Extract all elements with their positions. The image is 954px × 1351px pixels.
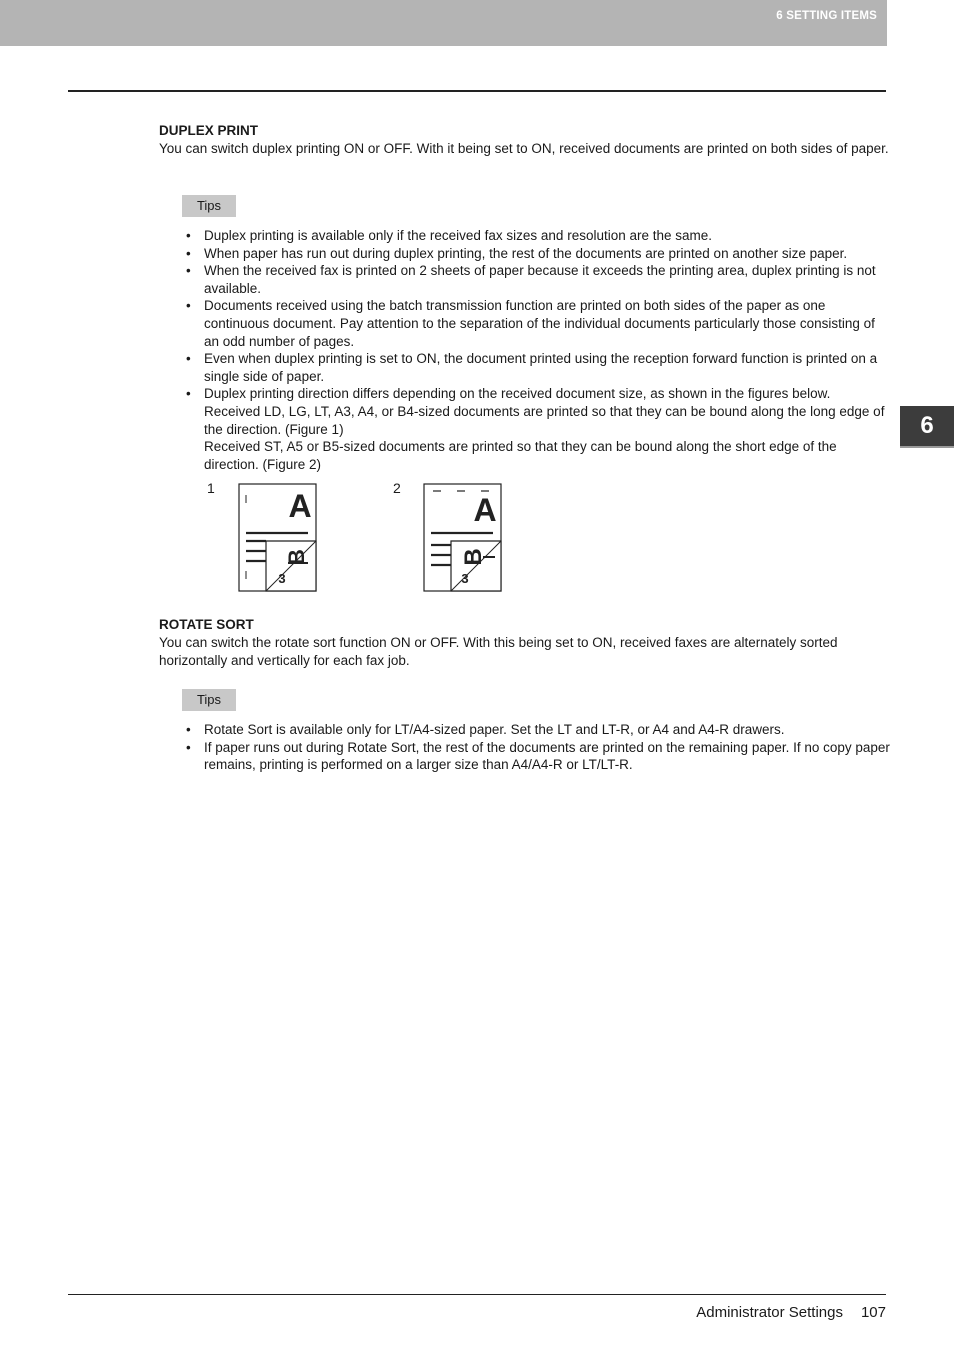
- duplex-section: [159, 122, 889, 158]
- figure-1-number: 1: [207, 480, 215, 496]
- rotate-sort-description: You can switch the rotate sort function ON or OFF. With this being set to ON, received faxes are alternately sorted horizontally and vertically for each fax job.: [159, 635, 838, 668]
- duplex-tips-list: [183, 227, 891, 473]
- list-item: • Rotate Sort is available only for LT/A4-sized paper. Set the LT and LT-R, or A4 and A4-R drawers.: [186, 722, 785, 737]
- figure-1-long-edge-diagram: [238, 483, 318, 593]
- figure-2-short-edge-diagram: [423, 483, 503, 593]
- figure-1-page-letter: A: [288, 488, 312, 524]
- list-item: • When the received fax is printed on 2 sheets of paper because it exceeds the printing area, duplex printing is not available.: [186, 263, 876, 296]
- list-item: • Even when duplex printing is set to ON, the document printed using the reception forward function is printed on a single side of paper.: [186, 351, 878, 384]
- list-item: • Duplex printing direction differs depending on the received document size, as shown in the figures below. Received LD, LG, LT, A3, A4, or B4-sized documents are printed so that they can be bound along the long edge of the direction. (Figure 1) Received ST, A5 or B5-sized documents are printed so that they can be bound along the short edge of the direction. (Figure 2): [186, 386, 885, 472]
- figure-2-number: 2: [393, 480, 401, 496]
- chapter-tab: 6: [900, 406, 954, 446]
- footer: [696, 1304, 886, 1321]
- figure-2-page-letter: A: [473, 492, 497, 528]
- footer-divider: [68, 1294, 886, 1295]
- duplex-heading: DUPLEX PRINT: [159, 123, 259, 138]
- rotate-sort-section: [159, 616, 889, 670]
- figure-2-back-letter: B: [460, 548, 487, 566]
- list-item: • When paper has run out during duplex printing, the rest of the documents are printed on another size paper.: [186, 245, 848, 261]
- figure-2-page-number: 3: [461, 571, 469, 586]
- top-divider: [68, 90, 886, 92]
- rotate-sort-tips-list: [183, 721, 891, 774]
- list-item: • If paper runs out during Rotate Sort, the rest of the documents are printed on the remaining paper. If no copy paper remains, printing is performed on a larger size than A4/A4-R or LT/LT-R.: [186, 739, 890, 773]
- page-number: 107: [860, 1304, 886, 1321]
- footer-section-title: Administrator Settings: [696, 1304, 843, 1321]
- list-item: • Documents received using the batch transmission function are printed on both sides of the paper as one continuous document. Pay attention to the separation of the individual documents particularly those consisting of an odd number of pages.: [186, 298, 875, 349]
- duplex-description: You can switch duplex printing ON or OFF. With it being set to ON, received documents are printed on both sides of paper.: [159, 141, 889, 156]
- duplex-tips-badge: Tips: [182, 195, 236, 217]
- page-header-bar: [0, 0, 887, 46]
- list-item: • Duplex printing is available only if the received fax sizes and resolution are the same.: [186, 228, 713, 243]
- header-title: 6 SETTING ITEMS: [776, 10, 877, 22]
- figure-1-back-letter: B: [284, 549, 309, 565]
- rotate-sort-tips-badge: Tips: [182, 689, 236, 711]
- rotate-sort-heading: ROTATE SORT: [159, 617, 254, 632]
- figure-1-page-number: 3: [278, 571, 286, 586]
